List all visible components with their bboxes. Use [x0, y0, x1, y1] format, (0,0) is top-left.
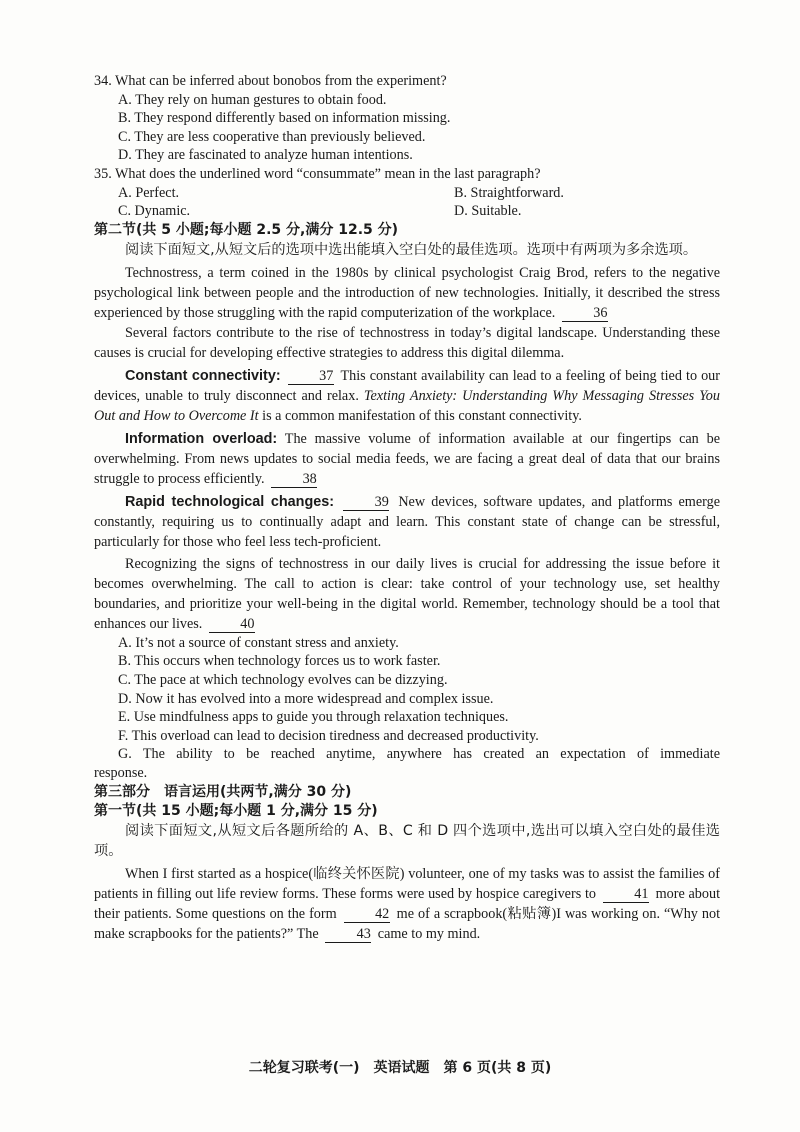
section-2-option-g: G. The ability to be reached anytime, anywhere has created an expectation of immediate	[118, 746, 720, 763]
question-35-option-a: A. Perfect.	[118, 184, 180, 201]
question-35-stem	[94, 165, 720, 184]
blank-41: 41	[603, 887, 649, 903]
passage-text: came to my mind.	[377, 925, 481, 942]
question-35-options-row	[94, 202, 720, 221]
passage-text: This constant availability can lead to a feeling of being tied to our devices, unable to truly disconnect and relax.	[94, 367, 720, 404]
passage-paragraph-4	[94, 429, 720, 489]
section-2-option: D. Now it has evolved into a more widespread and complex issue.	[118, 690, 494, 707]
question-34-option: B. They respond differently based on information missing.	[118, 110, 451, 127]
blank-38: 38	[271, 472, 317, 488]
part-3-title: 第三部分 语言运用(共两节,满分 30 分)	[94, 783, 352, 800]
passage-text: is a common manifestation of this constant connectivity.	[262, 407, 582, 424]
question-34-stem: 34. What can be inferred about bonobos from the experiment?	[94, 73, 447, 89]
question-35-stem-after: ” mean in the last paragraph?	[374, 165, 541, 182]
question-35-option-d: D. Suitable.	[454, 203, 522, 220]
exam-page	[94, 72, 720, 944]
blank-36: 36	[562, 306, 608, 322]
passage-text: Technostress, a term coined in the 1980s by clinical psychologist Craig Brod, refers to the negative psychological link between people and the introduction of new technologies. Initially, it described the stress experienced by those struggling with the rapid computerization of the workplace.	[94, 264, 720, 321]
passage-paragraph-1	[94, 263, 720, 323]
heading-information-overload: Information overload:	[125, 430, 278, 447]
question-35-options-row	[94, 184, 720, 203]
page-footer: 二轮复习联考(一) 英语试题 第 6 页(共 8 页)	[248, 1060, 552, 1076]
passage-paragraph-6	[94, 554, 720, 634]
section-2-option: E. Use mindfulness apps to guide you through relaxation techniques.	[118, 709, 509, 726]
heading-constant-connectivity: Constant connectivity:	[125, 367, 281, 384]
question-34-option: D. They are fascinated to analyze human intentions.	[118, 147, 413, 164]
question-35-stem-word: consummate	[302, 165, 375, 182]
passage-text: New devices, software updates, and platforms emerge constantly, requiring us to continually adapt and learn. This constant state of change can be stressful, particularly for those who feel less tech-proficient.	[94, 493, 720, 550]
passage-text: more about their patients. Some questions on the form	[94, 885, 721, 922]
part-3-instruction: 阅读下面短文,从短文后各题所给的 A、B、C 和 D 四个选项中,选出可以填入空白处的最佳选项。	[94, 822, 720, 859]
heading-rapid-technological-changes: Rapid technological changes:	[125, 493, 335, 510]
cloze-paragraph-1	[94, 864, 720, 944]
section-2-option: A. It’s not a source of constant stress and anxiety.	[118, 634, 399, 651]
blank-37: 37	[288, 369, 334, 385]
question-35-stem-before: 35. What does the underlined word “	[94, 165, 303, 182]
section-2-instruction: 阅读下面短文,从短文后的选项中选出能填入空白处的最佳选项。选项中有两项为多余选项。	[125, 241, 698, 258]
question-34-option: A. They rely on human gestures to obtain food.	[118, 91, 387, 108]
passage-text: When I first started as a hospice(临终关怀医院) volunteer, one of my tasks was to assist the families of patients in filling out life review forms. These forms were used by hospice caregivers to	[94, 865, 720, 902]
blank-42: 42	[344, 907, 390, 923]
passage-paragraph-5	[94, 492, 720, 552]
section-2-option: C. The pace at which technology evolves can be dizzying.	[118, 671, 448, 688]
question-35-option-c: C. Dynamic.	[118, 203, 191, 220]
blank-40: 40	[209, 617, 255, 633]
part-3-section-1-title: 第一节(共 15 小题;每小题 1 分,满分 15 分)	[94, 802, 378, 819]
question-35-option-b: B. Straightforward.	[454, 184, 564, 201]
blank-39: 39	[343, 495, 389, 511]
passage-text: me of a scrapbook(粘贴簿)I was working on. “Why not make scrapbooks for the patients?” The	[94, 905, 721, 942]
question-34-option: C. They are less cooperative than previously believed.	[118, 128, 426, 145]
section-2-title: 第二节(共 5 小题;每小题 2.5 分,满分 12.5 分)	[94, 221, 399, 238]
section-2-option: F. This overload can lead to decision tiredness and decreased productivity.	[118, 727, 539, 744]
section-2-option: B. This occurs when technology forces us to work faster.	[118, 653, 441, 670]
passage-text: Recognizing the signs of technostress in our daily lives is crucial for addressing the issue before it becomes overwhelming. The call to action is clear: take control of your technology use, set healthy boundaries, and prioritize your well-being in the digital world. Remember, technology should be a tool that enhances our lives.	[94, 555, 720, 632]
passage-paragraph-2: Several factors contribute to the rise of technostress in today’s digital landscape. Understanding these causes is crucial for developing effective strategies to address this digital dilemma.	[94, 324, 720, 361]
passage-text: The massive volume of information available at our fingertips can be overwhelming. From news updates to social media feeds, we are facing a great deal of data that our brains struggle to process efficiently.	[94, 430, 720, 487]
passage-paragraph-3	[94, 366, 720, 426]
section-2-option-g-cont: response.	[94, 764, 148, 781]
passage-italic-title: Texting Anxiety: Understanding Why Messaging Stresses You Out and How to Overcome It	[94, 387, 720, 424]
blank-43: 43	[325, 927, 371, 943]
